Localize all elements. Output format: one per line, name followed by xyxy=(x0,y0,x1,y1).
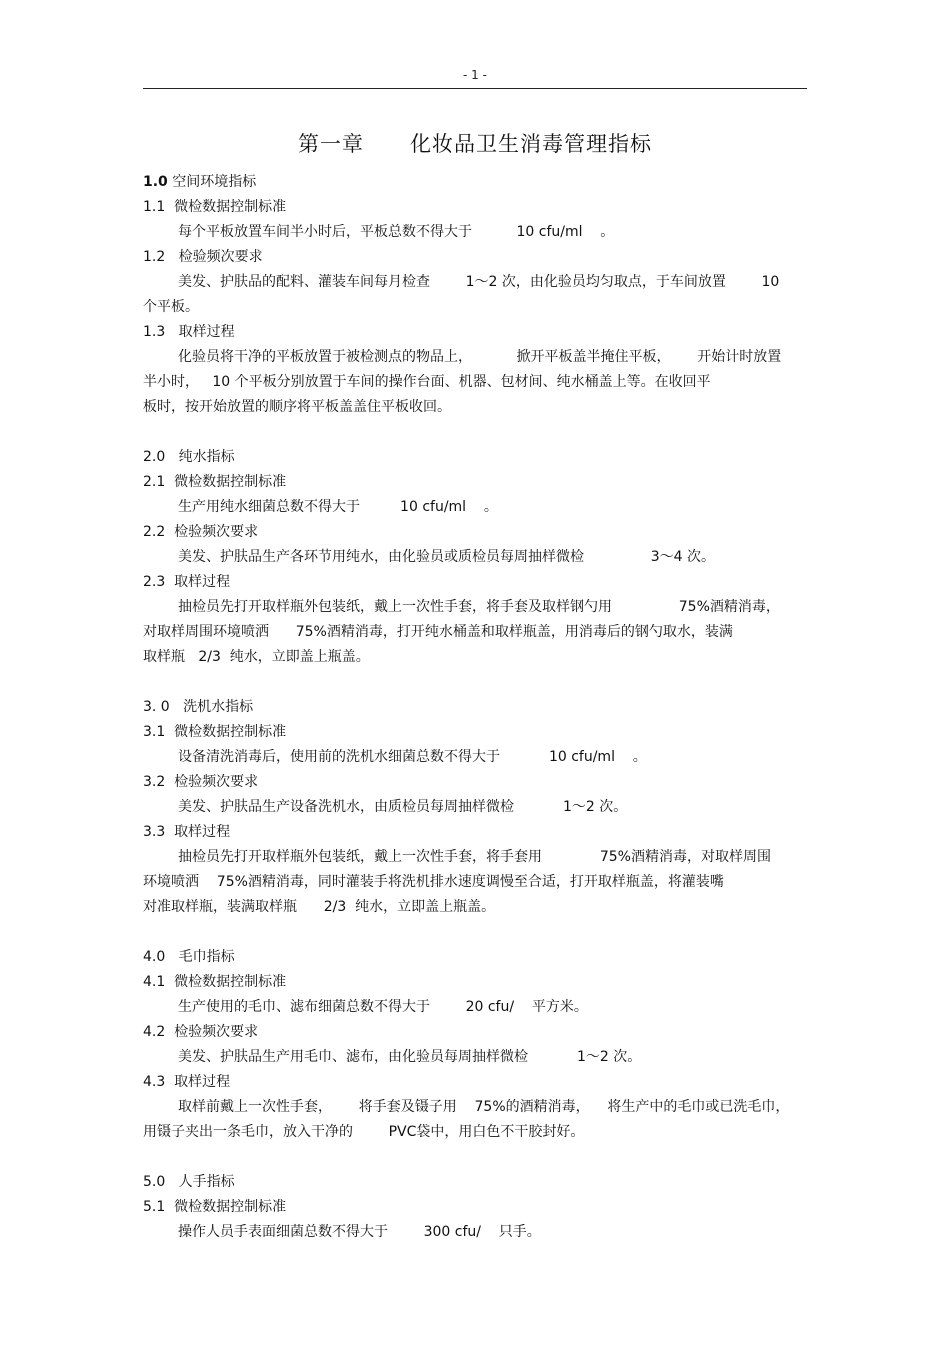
subsection-title: 5.1 微检数据控制标准 xyxy=(143,1199,287,1215)
paragraph-line: 取样瓶 2/3 纯水，立即盖上瓶盖。 xyxy=(143,649,370,665)
subsection-title: 2.2 检验频次要求 xyxy=(143,524,259,540)
section-gap xyxy=(143,1145,811,1170)
paragraph-line: 用镊子夹出一条毛巾，放入干净的 PVC袋中，用白色不干胶封好。 xyxy=(143,1124,585,1140)
section-title: 纯水指标 xyxy=(165,449,235,465)
section-number: 3. 0 xyxy=(143,699,170,715)
subsection-title: 3.2 检验频次要求 xyxy=(143,774,259,790)
section-gap xyxy=(143,420,811,445)
paragraph-line: 取样前戴上一次性手套， 将手套及镊子用 75%的酒精消毒， 将生产中的毛巾或已洗毛巾， xyxy=(178,1099,790,1115)
section-number: 5.0 xyxy=(143,1174,166,1190)
paragraph-line: 美发、护肤品生产用毛巾、滤布，由化验员每周抽样微检 1～2 次。 xyxy=(178,1049,642,1065)
subsection-title: 4.1 微检数据控制标准 xyxy=(143,974,287,990)
paragraph-line: 个平板。 xyxy=(143,299,199,315)
subsection-title: 1.2 检验频次要求 xyxy=(143,249,263,265)
section-number: 2.0 xyxy=(143,449,166,465)
paragraph-line: 美发、护肤品生产设备洗机水，由质检员每周抽样微检 1～2 次。 xyxy=(178,799,628,815)
paragraph-line: 生产用纯水细菌总数不得大于 10 cfu/ml 。 xyxy=(178,499,498,515)
page-number: - 1 - xyxy=(463,68,487,82)
section-gap xyxy=(143,920,811,945)
subsection-title: 4.3 取样过程 xyxy=(143,1074,231,1090)
paragraph-line: 操作人员手表面细菌总数不得大于 300 cfu/ 只手。 xyxy=(178,1224,541,1240)
chapter-title: 第一章 化妆品卫生消毒管理指标 xyxy=(297,132,653,156)
paragraph-line: 半小时， 10 个平板分别放置于车间的操作台面、机器、包材间、纯水桶盖上等。在收回平 xyxy=(143,374,711,390)
subsection-title: 4.2 检验频次要求 xyxy=(143,1024,259,1040)
paragraph-line: 抽检员先打开取样瓶外包装纸，戴上一次性手套，将手套及取样钢勺用 75%酒精消毒， xyxy=(178,599,780,615)
paragraph-line: 设备清洗消毒后，使用前的洗机水细菌总数不得大于 10 cfu/ml 。 xyxy=(178,749,647,765)
section-title: 毛巾指标 xyxy=(165,949,235,965)
subsection-title: 2.1 微检数据控制标准 xyxy=(143,474,287,490)
paragraph-line: 每个平板放置车间半小时后，平板总数不得大于 10 cfu/ml 。 xyxy=(178,224,615,240)
paragraph-line: 对准取样瓶，装满取样瓶 2/3 纯水，立即盖上瓶盖。 xyxy=(143,899,496,915)
subsection-title: 1.1 微检数据控制标准 xyxy=(143,199,287,215)
paragraph-line: 抽检员先打开取样瓶外包装纸，戴上一次性手套，将手套用 75%酒精消毒，对取样周围 xyxy=(178,849,771,865)
section-heading xyxy=(143,170,811,195)
section-number: 1.0 xyxy=(143,174,168,190)
section-number: 4.0 xyxy=(143,949,166,965)
section-title: 人手指标 xyxy=(165,1174,235,1190)
section-heading xyxy=(143,445,811,470)
subsection-title: 1.3 取样过程 xyxy=(143,324,235,340)
subsection-title: 3.1 微检数据控制标准 xyxy=(143,724,287,740)
paragraph-line: 环境喷洒 75%酒精消毒，同时灌装手将洗机排水速度调慢至合适，打开取样瓶盖，将灌装嘴 xyxy=(143,874,724,890)
paragraph-line: 对取样周围环境喷洒 75%酒精消毒，打开纯水桶盖和取样瓶盖，用消毒后的钢勺取水，装满 xyxy=(143,624,733,640)
header-rule xyxy=(143,88,807,89)
paragraph-line: 生产使用的毛巾、滤布细菌总数不得大于 20 cfu/ 平方米。 xyxy=(178,999,588,1015)
section-title: 空间环境指标 xyxy=(167,174,257,190)
document-body xyxy=(143,170,811,1245)
paragraph-line: 美发、护肤品生产各环节用纯水，由化验员或质检员每周抽样微检 3～4 次。 xyxy=(178,549,716,565)
subsection-title: 2.3 取样过程 xyxy=(143,574,231,590)
paragraph-line: 美发、护肤品的配料、灌装车间每月检查 1～2 次，由化验员均匀取点，于车间放置 10 xyxy=(178,274,780,290)
paragraph-line: 化验员将干净的平板放置于被检测点的物品上， 掀开平板盖半掩住平板， 开始计时放置 xyxy=(178,349,782,365)
section-title: 洗机水指标 xyxy=(169,699,254,715)
paragraph-line: 板时，按开始放置的顺序将平板盖盖住平板收回。 xyxy=(143,399,451,415)
subsection-title: 3.3 取样过程 xyxy=(143,824,231,840)
section-heading xyxy=(143,945,811,970)
section-gap xyxy=(143,670,811,695)
section-heading xyxy=(143,695,811,720)
section-heading xyxy=(143,1170,811,1195)
